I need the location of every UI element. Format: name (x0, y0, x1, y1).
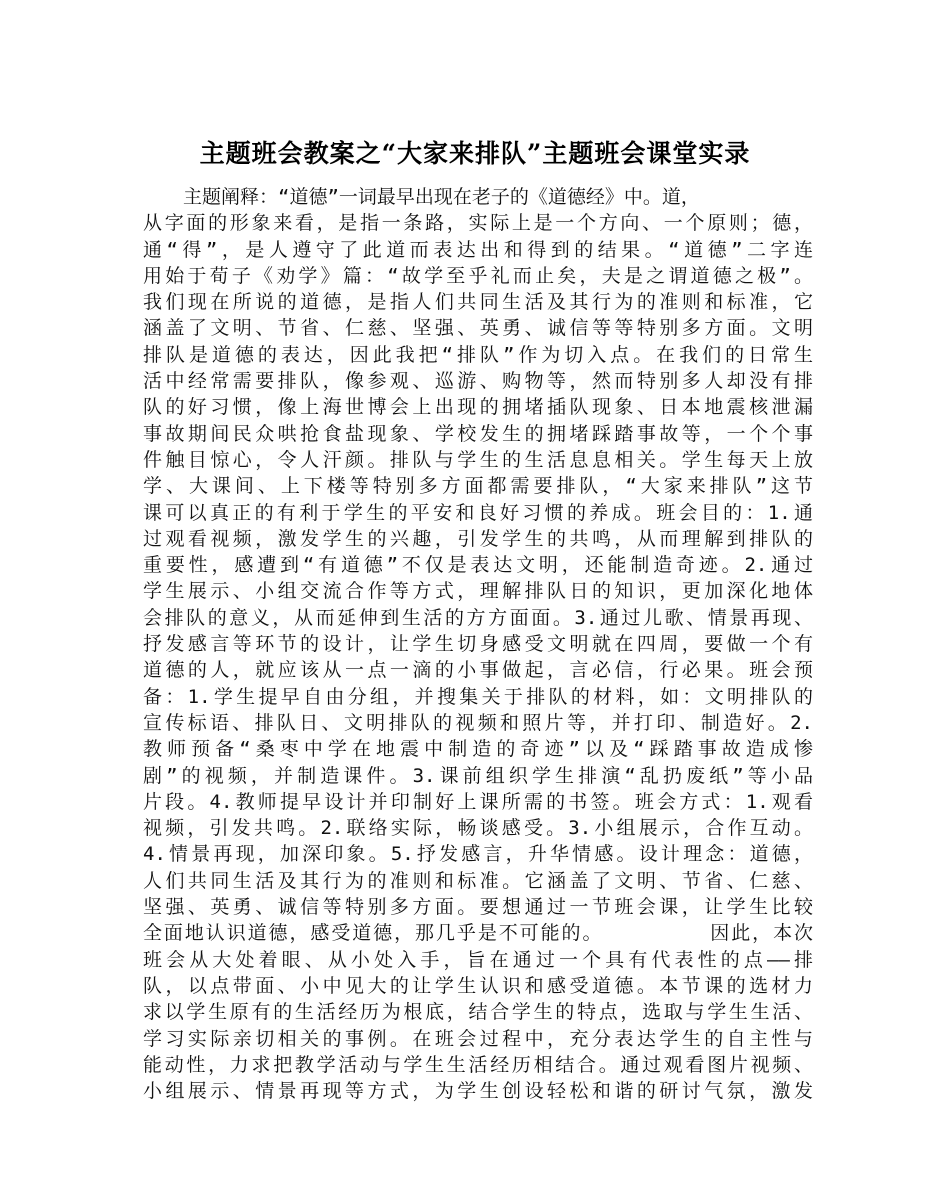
document-body (143, 184, 813, 1104)
body-line: 通“得”，是人遵守了此道而表达出和得到的结果。“道德”二字连 (143, 238, 813, 261)
body-line: 重要性，感遭到“有道德”不仅是表达文明，还能制造奇迹。2.通过 (143, 554, 813, 577)
body-line: 人们共同生活及其行为的准则和标准。它涵盖了文明、节省、仁慈、 (143, 869, 813, 892)
body-line: 从字面的形象来看，是指一条路，实际上是一个方向、一个原则；德， (143, 212, 813, 235)
body-line: 用始于荀子《劝学》篇：“故学至乎礼而止矣，夫是之谓道德之极”。 (143, 264, 813, 287)
body-line: 宣传标语、排队日、文明排队的视频和照片等，并打印、制造好。2. (143, 711, 813, 734)
body-line: 小组展示、情景再现等方式，为学生创设轻松和谐的研讨气氛，激发 (143, 1080, 813, 1103)
body-line: 事故期间民众哄抢食盐现象、学校发生的拥堵踩踏事故等，一个个事 (143, 422, 813, 445)
body-line: 全面地认识道德，感受道德，那几乎是不可能的。 因此，本次 (143, 922, 813, 945)
body-line: 备：1.学生提早自由分组，并搜集关于排队的材料，如：文明排队的 (143, 685, 813, 708)
body-line: 队的好习惯，像上海世博会上出现的拥堵插队现象、日本地震核泄漏 (143, 396, 813, 419)
body-line: 过观看视频，激发学生的兴趣，引发学生的共鸣，从而理解到排队的 (143, 527, 813, 550)
body-line: 活中经常需要排队，像参观、巡游、购物等，然而特别多人却没有排 (143, 370, 813, 393)
body-line: 剧”的视频，并制造课件。3.课前组织学生排演“乱扔废纸”等小品 (143, 764, 813, 787)
body-line: 班会从大处着眼、从小处入手，旨在通过一个具有代表性的点——排 (143, 948, 813, 971)
body-line: 学、大课间、上下楼等特别多方面都需要排队，“大家来排队”这节 (143, 475, 813, 498)
body-line: 涵盖了文明、节省、仁慈、坚强、英勇、诚信等等特别多方面。文明 (143, 317, 813, 340)
body-line: 主题阐释：“道德”一词最早出现在老子的《道德经》中。道， (183, 186, 700, 208)
body-line: 排队是道德的表达，因此我把“排队”作为切入点。在我们的日常生 (143, 343, 813, 366)
document-title: 主题班会教案之“大家来排队”主题班会课堂实录 (199, 139, 751, 168)
body-line: 片段。4.教师提早设计并印制好上课所需的书签。班会方式：1.观看 (143, 790, 813, 813)
body-line: 会排队的意义，从而延伸到生活的方方面面。3.通过儿歌、情景再现、 (143, 606, 813, 629)
body-line: 能动性，力求把教学活动与学生生活经历相结合。通过观看图片视频、 (143, 1053, 813, 1076)
body-line: 教师预备“桑枣中学在地震中制造的奇迹”以及“踩踏事故造成惨 (143, 738, 813, 761)
body-line: 抒发感言等环节的设计，让学生切身感受文明就在四周，要做一个有 (143, 633, 813, 656)
body-line: 坚强、英勇、诚信等特别多方面。要想通过一节班会课，让学生比较 (143, 896, 813, 919)
body-line: 件触目惊心，令人汗颜。排队与学生的生活息息相关。学生每天上放 (143, 448, 813, 471)
body-line: 道德的人，就应该从一点一滴的小事做起，言必信，行必果。班会预 (143, 659, 813, 682)
body-line: 学生展示、小组交流合作等方式，理解排队日的知识，更加深化地体 (143, 580, 813, 603)
body-line: 求以学生原有的生活经历为根底，结合学生的特点，选取与学生生活、 (143, 1001, 813, 1024)
body-line: 我们现在所说的道德，是指人们共同生活及其行为的准则和标准，它 (143, 291, 813, 314)
body-line: 课可以真正的有利于学生的平安和良好习惯的养成。班会目的：1.通 (143, 501, 813, 524)
body-line: 4.情景再现，加深印象。5.抒发感言，升华情感。设计理念：道德， (143, 843, 813, 866)
body-line: 队，以点带面、小中见大的让学生认识和感受道德。本节课的选材力 (143, 974, 813, 997)
body-line: 学习实际亲切相关的事例。在班会过程中，充分表达学生的自主性与 (143, 1027, 813, 1050)
body-line: 视频，引发共鸣。2.联络实际，畅谈感受。3.小组展示，合作互动。 (143, 817, 813, 840)
